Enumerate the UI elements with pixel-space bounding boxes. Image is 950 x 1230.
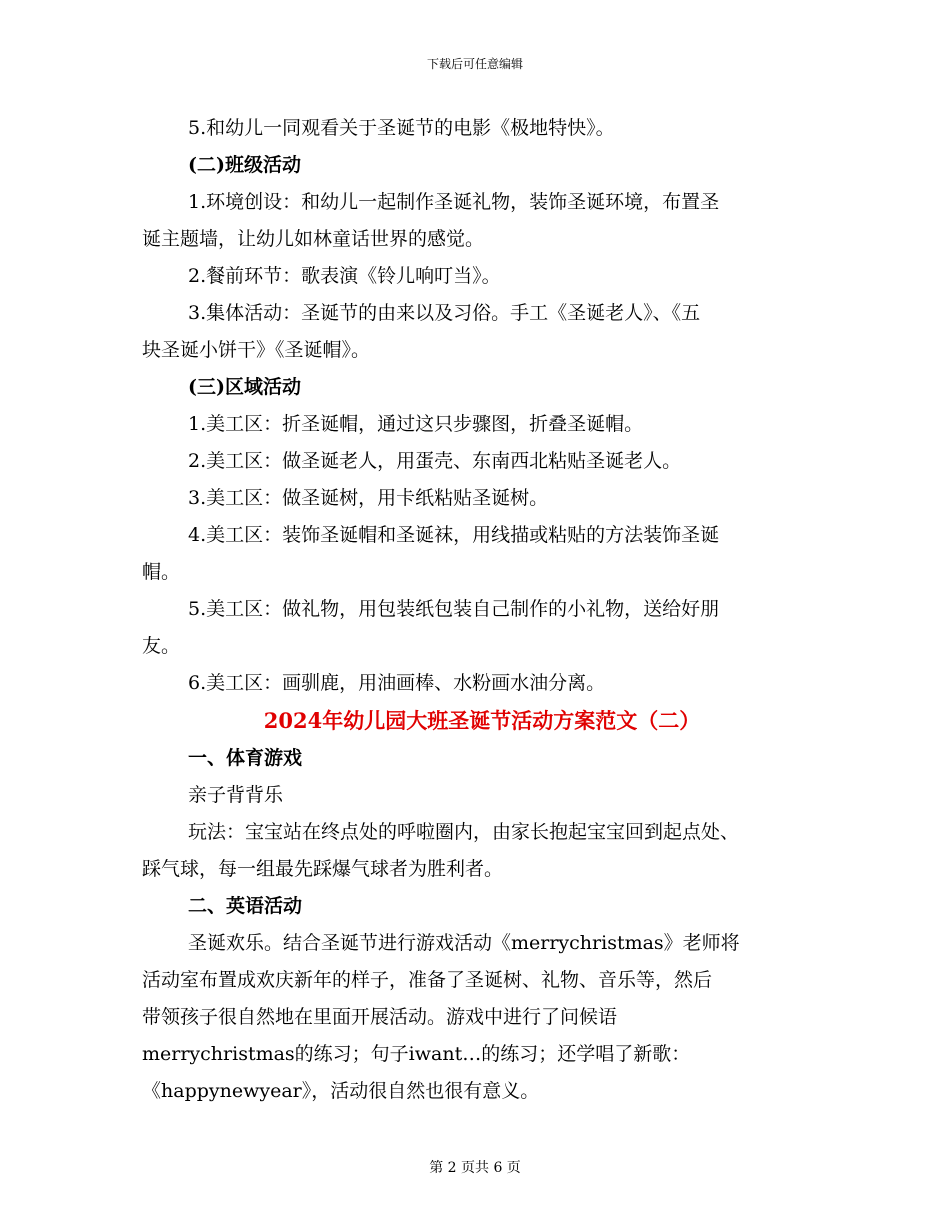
paragraph-line: 踩气球，每一组最先踩爆气球者为胜利者。	[142, 858, 504, 880]
paragraph-line: 玩法：宝宝站在终点处的呼啦圈内，由家长抱起宝宝回到起点处、	[188, 821, 740, 843]
page-header: 下载后可任意编辑	[426, 57, 523, 71]
section-heading: (二)班级活动	[188, 154, 301, 176]
page-footer: 第 2 页共 6 页	[429, 1160, 521, 1176]
paragraph-line: 2.美工区：做圣诞老人，用蛋壳、东南西北粘贴圣诞老人。	[188, 450, 682, 472]
paragraph-line: 亲子背背乐	[188, 784, 284, 806]
paragraph-line: 《happynewyear》，活动很自然也很有意义。	[142, 1080, 540, 1102]
paragraph-line: 圣诞欢乐。结合圣诞节进行游戏活动《merrychristmas》老师将	[188, 932, 740, 954]
paragraph-line: 5.和幼儿一同观看关于圣诞节的电影《极地特快》。	[188, 117, 615, 139]
paragraph-line: 带领孩子很自然地在里面开展活动。游戏中进行了问候语	[142, 1006, 618, 1028]
section-heading: (三)区域活动	[188, 376, 301, 398]
paragraph-line: 帽。	[142, 561, 181, 583]
paragraph-line: 3.美工区：做圣诞树，用卡纸粘贴圣诞树。	[188, 487, 549, 509]
paragraph-line: merrychristmas的练习；句子iwant…的练习；还学唱了新歌：	[142, 1043, 691, 1065]
paragraph-line: 块圣诞小饼干》《圣诞帽》。	[142, 339, 371, 361]
section-heading: 二、英语活动	[188, 895, 303, 917]
paragraph-line: 6.美工区：画驯鹿，用油画棒、水粉画水油分离。	[188, 672, 606, 694]
paragraph-line: 3.集体活动：圣诞节的由来以及习俗。手工《圣诞老人》、《五	[188, 302, 701, 324]
paragraph-line: 5.美工区：做礼物，用包装纸包装自己制作的小礼物，送给好朋	[188, 598, 720, 620]
paragraph-line: 友。	[142, 635, 181, 657]
section-title: 2024年幼儿园大班圣诞节活动方案范文（二）	[263, 708, 701, 733]
paragraph-line: 1.环境创设：和幼儿一起制作圣诞礼物，装饰圣诞环境，布置圣	[188, 191, 720, 213]
document-body	[142, 110, 822, 1110]
paragraph-line: 诞主题墙，让幼儿如林童话世界的感觉。	[142, 228, 485, 250]
paragraph-line: 2.餐前环节：歌表演《铃儿响叮当》。	[188, 265, 501, 287]
paragraph-line: 4.美工区：装饰圣诞帽和圣诞袜，用线描或粘贴的方法装饰圣诞	[188, 524, 720, 546]
section-heading: 一、体育游戏	[188, 747, 303, 769]
paragraph-line: 活动室布置成欢庆新年的样子，准备了圣诞树、礼物、音乐等，然后	[142, 969, 713, 991]
paragraph-line: 1.美工区：折圣诞帽，通过这只步骤图，折叠圣诞帽。	[188, 413, 644, 435]
